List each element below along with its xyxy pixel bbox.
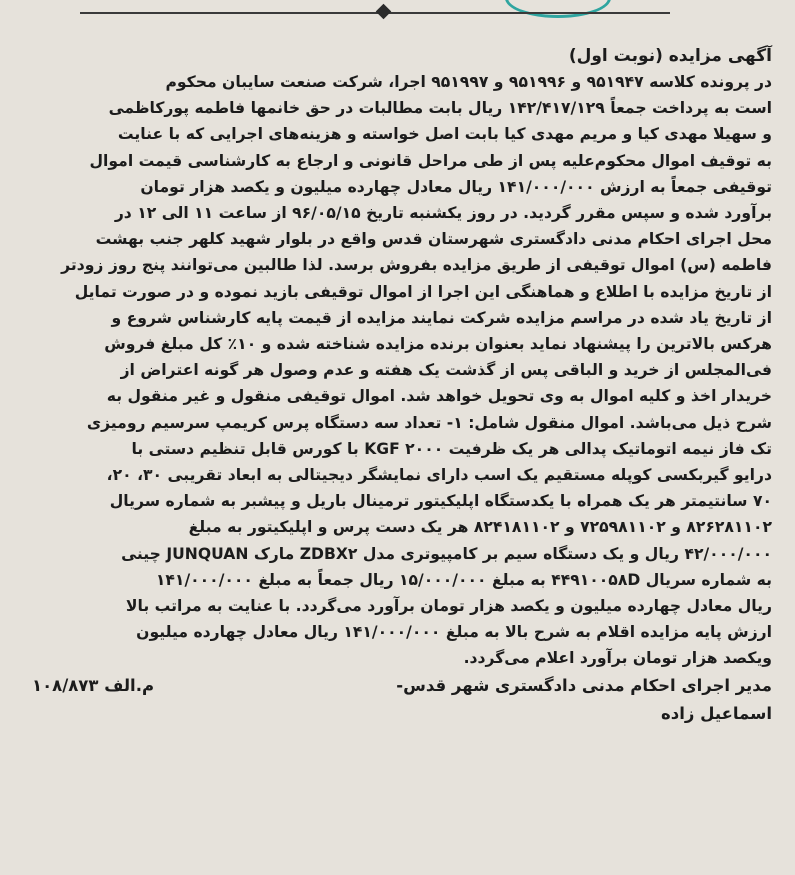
- notice-line: و سهیلا مهدی کیا و مریم مهدی کیا بابت اصل خواسته و هزینه‌های اجرایی که با عنایت: [117, 125, 772, 144]
- notice-body: [32, 69, 772, 672]
- notice-line: از تاریخ مزایده با اطلاع و هماهنگی این اجرا از اموال توقیفی بازید نموده و در صورت تمایل: [74, 282, 772, 301]
- notice-line: ریال معادل چهارده میلیون و یکصد هزار تومان برآورد می‌گردد. با عنایت به مراتب بالا: [125, 597, 772, 616]
- notice-line: به توقیف اموال محکوم‌علیه پس از طی مراحل قانونی و ارجاع به کارشناسی قیمت اموال: [89, 151, 772, 170]
- auction-notice: [32, 44, 772, 728]
- notice-line: ویکصد هزار تومان برآورد اعلام می‌گردد.: [463, 649, 772, 668]
- notice-line: شرح ذیل می‌باشد. اموال منقول شامل: ۱- تعداد سه دستگاه پرس کریمپ سرسیم رومیزی: [86, 413, 772, 432]
- notice-line: از تاریخ یاد شده در مراسم مزایده شرکت نمایند مزایده از قیمت پایه کارشناس شروع و: [111, 308, 772, 327]
- notice-line: فی‌المجلس از خرید و الباقی پس از گذشت یک هفته و عدم وصول هر گونه اعتراض از: [120, 361, 772, 380]
- top-divider: [80, 12, 670, 14]
- reference-code: م.الف ۱۰۸/۸۷۳: [32, 675, 155, 695]
- notice-line: ۴۲/۰۰۰/۰۰۰ ریال و یک دستگاه سیم بر کامپیوتری مدل ZDBX۲ مارک JUNQUAN چینی: [121, 544, 772, 563]
- notice-line: در پرونده کلاسه ۹۵۱۹۴۷ و ۹۵۱۹۹۶ و ۹۵۱۹۹۷ اجرا، شرکت صنعت سایبان محکوم: [165, 73, 772, 91]
- signature-row: [32, 672, 772, 700]
- notice-line: به شماره سریال ۴۴۹۱۰۰۵۸D به مبلغ ۱۵/۰۰۰/۰۰۰ ریال جمعاً به مبلغ ۱۴۱/۰۰۰/۰۰۰: [155, 570, 772, 589]
- notice-title: آگهی مزایده (نوبت اول): [568, 46, 772, 66]
- notice-line: فاطمه (س) اموال توقیفی از طریق مزایده بفروش برسد. لذا طالبین می‌توانند پنج روز زودتر: [61, 256, 772, 275]
- notice-line: است به پرداخت جمعاً ۱۴۲/۴۱۷/۱۲۹ ریال بابت مطالبات در حق خانمها فاطمه پورکاظمی: [108, 99, 772, 118]
- stamp-mark: [505, 0, 611, 18]
- divider-ornament-icon: [376, 4, 392, 20]
- notice-line: درایو گیربکسی کوپله مستقیم یک اسب دارای نمایشگر دیجیتالی به ابعاد تقریبی ۳۰، ۲۰،: [106, 466, 772, 485]
- notice-line: تک فاز نیمه اتوماتیک پدالی هر یک ظرفیت KGF ۲۰۰۰ با کورس قابل تنظیم دستی با: [131, 439, 772, 458]
- notice-line: محل اجرای احکام مدنی دادگستری شهرستان قدس واقع در بلوار شهید کلهر جنب بهشت: [95, 230, 772, 249]
- notice-line: هرکس بالاترین را پیشنهاد نماید بعنوان برنده مزایده شناخته شده و ۱۰٪ کل مبلغ فروش: [104, 335, 772, 354]
- signatory-name: اسماعیل زاده: [661, 703, 772, 723]
- signature-title: مدیر اجرای احکام مدنی دادگستری شهر قدس-: [396, 675, 772, 695]
- notice-line: ۸۲۶۲۸۱۱۰۲ و ۷۲۵۹۸۱۱۰۲ و ۸۲۴۱۸۱۱۰۲ هر یک دست پرس و اپلیکیتور به مبلغ: [188, 518, 772, 537]
- notice-line: برآورد شده و سپس مقرر گردید. در روز یکشنبه تاریخ ۹۶/۰۵/۱۵ از ساعت ۱۱ الی ۱۲ در: [114, 204, 772, 223]
- notice-line: خریدار اخذ و کلیه اموال به وی تحویل خواهد شد. اموال توقیفی منقول و غیر منقول به: [106, 387, 772, 406]
- notice-line: ارزش پایه مزایده اقلام به شرح بالا به مبلغ ۱۴۱/۰۰۰/۰۰۰ ریال معادل چهارده میلیون: [136, 623, 772, 642]
- notice-line: ۷۰ سانتیمتر هر یک همراه با یکدستگاه اپلیکیتور ترمینال باریل و پیشبر به شماره سریال: [109, 492, 772, 511]
- notice-line: توقیفی جمعاً به ارزش ۱۴۱/۰۰۰/۰۰۰ ریال معادل چهارده میلیون و یکصد هزار تومان: [140, 177, 772, 196]
